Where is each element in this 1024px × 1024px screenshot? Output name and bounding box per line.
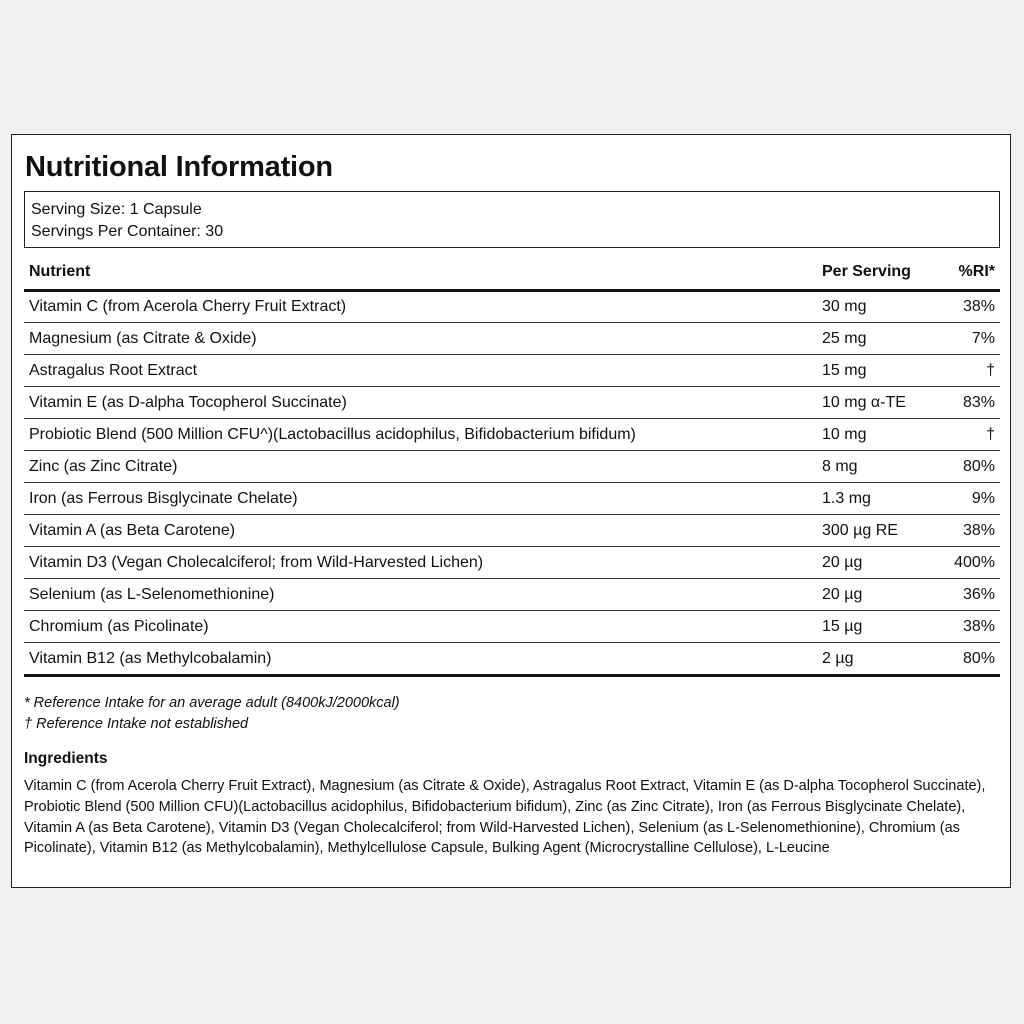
table-row — [24, 387, 1000, 419]
per-serving-value: 25 mg — [822, 330, 867, 347]
header-nutrient: Nutrient — [29, 263, 91, 280]
nutrient-name: Probiotic Blend (500 Million CFU^)(Lactobacillus acidophilus, Bifidobacterium bifidum) — [29, 426, 636, 443]
serving-info-box — [24, 191, 1000, 248]
per-serving-value: 20 µg — [822, 554, 863, 571]
ri-value: 80% — [962, 650, 995, 667]
footnote-reference-intake: * Reference Intake for an average adult (8400kJ/2000kcal) — [24, 695, 400, 711]
nutrient-name: Vitamin C (from Acerola Cherry Fruit Extract) — [29, 298, 347, 315]
ri-value: 9% — [971, 490, 995, 507]
per-serving-value: 15 µg — [822, 618, 863, 635]
ri-value: 38% — [962, 298, 995, 315]
header-ri: %RI* — [958, 263, 995, 280]
ri-value: 83% — [962, 394, 995, 411]
table-row — [24, 419, 1000, 451]
nutrient-name: Zinc (as Zinc Citrate) — [29, 458, 178, 475]
per-serving-value: 1.3 mg — [822, 490, 871, 507]
per-serving-value: 10 mg α-TE — [822, 394, 906, 411]
nutrition-panel — [11, 134, 1011, 888]
per-serving-value: 300 µg RE — [822, 522, 898, 539]
per-serving-value: 30 mg — [822, 298, 867, 315]
ingredients-heading: Ingredients — [24, 750, 108, 767]
ri-value: † — [986, 426, 995, 443]
per-serving-value: 2 µg — [822, 650, 854, 667]
ri-value: 7% — [971, 330, 995, 347]
header-per-serving: Per Serving — [822, 263, 911, 280]
table-row — [24, 547, 1000, 579]
ri-value: 38% — [962, 618, 995, 635]
nutrient-name: Vitamin D3 (Vegan Cholecalciferol; from Wild-Harvested Lichen) — [29, 554, 484, 571]
ri-value: † — [986, 362, 995, 379]
ri-value: 400% — [954, 554, 995, 571]
table-row — [24, 291, 1000, 323]
table-row — [24, 643, 1000, 677]
footnotes — [24, 693, 400, 735]
table-row — [24, 323, 1000, 355]
serving-size: Serving Size: 1 Capsule — [31, 201, 202, 218]
per-serving-value: 10 mg — [822, 426, 867, 443]
nutrient-table-body — [24, 291, 1000, 677]
nutrient-name: Chromium (as Picolinate) — [29, 618, 209, 635]
table-row — [24, 483, 1000, 515]
nutrient-name: Selenium (as L-Selenomethionine) — [29, 586, 275, 603]
nutrient-name: Vitamin A (as Beta Carotene) — [29, 522, 236, 539]
table-row — [24, 611, 1000, 643]
table-row — [24, 579, 1000, 611]
table-row — [24, 451, 1000, 483]
nutrient-name: Vitamin E (as D-alpha Tocopherol Succinate) — [29, 394, 347, 411]
table-header — [24, 257, 1000, 292]
nutrient-name: Magnesium (as Citrate & Oxide) — [29, 330, 257, 347]
per-serving-value: 20 µg — [822, 586, 863, 603]
nutrient-name: Astragalus Root Extract — [29, 362, 198, 379]
ri-value: 80% — [962, 458, 995, 475]
ri-value: 36% — [962, 586, 995, 603]
table-row — [24, 515, 1000, 547]
ri-value: 38% — [962, 522, 995, 539]
servings-per-container: Servings Per Container: 30 — [31, 222, 224, 240]
per-serving-value: 15 mg — [822, 362, 867, 379]
nutrient-name: Vitamin B12 (as Methylcobalamin) — [29, 650, 272, 667]
page-title: Nutritional Information — [25, 151, 333, 183]
ingredients-text: Vitamin C (from Acerola Cherry Fruit Extract), Magnesium (as Citrate & Oxide), Astragalus Root Extract, Vitamin E (as D-alpha Tocopherol Succinate), Probiotic Blend (500 Million CFU)(Lactobacillus acidophilus, Bifidobacterium bifidum), Zinc (as Zinc Citrate), Iron (as Ferrous Bisglycinate Chelate), Vitamin A (as Beta Carotene), Vitamin D3 (Vegan Cholecalciferol; from Wild-Harvested Lichen), Selenium (as L-Selenomethionine), Chromium (as Picolinate), Vitamin B12 (as Methylcobalamin), Methylcellulose Capsule, Bulking Agent (Microcrystalline Cellulose), L-Leucine — [24, 778, 986, 857]
footnote-not-established: † Reference Intake not established — [24, 716, 249, 732]
per-serving-value: 8 mg — [822, 458, 858, 475]
nutrient-name: Iron (as Ferrous Bisglycinate Chelate) — [29, 490, 298, 507]
table-row — [24, 355, 1000, 387]
